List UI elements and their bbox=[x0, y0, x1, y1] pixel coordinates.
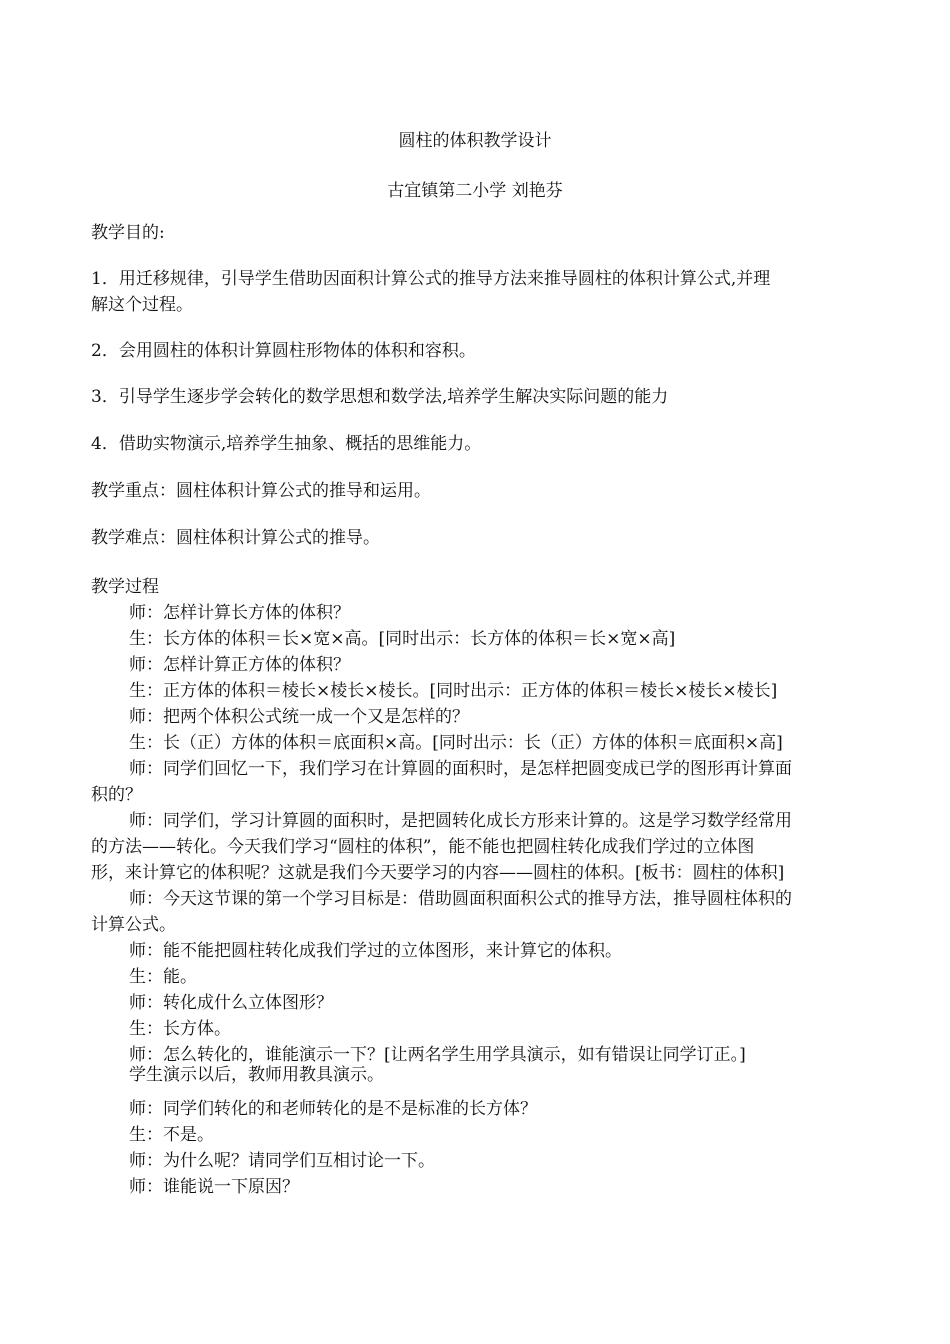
dialogue-line: 生：长方体。 bbox=[129, 1019, 231, 1039]
dialogue-line: 生：正方体的体积＝棱长×棱长×棱长。[同时出示：正方体的体积＝棱长×棱长×棱长] bbox=[129, 681, 778, 701]
dialogue-block-2 bbox=[91, 1096, 861, 1200]
doc-title: 圆柱的体积教学设计 bbox=[398, 131, 552, 151]
paragraph-line: 积的？ bbox=[91, 785, 142, 805]
dialogue-line: 生：长方体的体积＝长×宽×高。[同时出示：长方体的体积＝长×宽×高] bbox=[129, 629, 676, 649]
doc-author: 古宜镇第二小学 刘艳芬 bbox=[387, 181, 563, 201]
objective-1: 1．用迁移规律，引导学生借助因面积计算公式的推导方法来推导圆柱的体积计算公式,并理 解这个过程。 bbox=[91, 269, 771, 315]
dialogue-line: 生：能。 bbox=[129, 967, 197, 987]
dialogue-block-1 bbox=[91, 600, 861, 1068]
dialogue-line: 师：怎样计算长方体的体积？ bbox=[129, 603, 350, 623]
dialogue-line: 生：长（正）方体的体积＝底面积×高。[同时出示：长（正）方体的体积＝底面积×高] bbox=[129, 733, 783, 753]
difficult-point: 教学难点：圆柱体积计算公式的推导。 bbox=[91, 528, 380, 548]
paragraph-line: 形，来计算它的体积呢？这就是我们今天要学习的内容——圆柱的体积。[板书：圆柱的体积] bbox=[91, 863, 785, 883]
paragraph-line: 计算公式。 bbox=[91, 915, 176, 935]
dialogue-line: 师：怎样计算正方体的体积？ bbox=[129, 655, 350, 675]
process-heading: 教学过程 bbox=[91, 577, 159, 597]
dialogue-line: 师：转化成什么立体图形？ bbox=[129, 993, 333, 1013]
key-point: 教学重点：圆柱体积计算公式的推导和运用。 bbox=[91, 481, 431, 501]
objectives-heading: 教学目的: bbox=[91, 223, 165, 243]
demo-note: 学生演示以后，教师用教具演示。 bbox=[129, 1065, 384, 1085]
dialogue-line: 师：为什么呢？请同学们互相讨论一下。 bbox=[129, 1151, 435, 1171]
paragraph-line: 师：同学们回忆一下，我们学习在计算圆的面积时，是怎样把圆变成已学的图形再计算面 bbox=[129, 759, 792, 779]
paragraph-line: 的方法——转化。今天我们学习“圆柱的体积”，能不能也把圆柱转化成我们学过的立体图 bbox=[91, 837, 755, 857]
dialogue-line: 师：能不能把圆柱转化成我们学过的立体图形，来计算它的体积。 bbox=[129, 941, 622, 961]
objective-2: 2．会用圆柱的体积计算圆柱形物体的体积和容积。 bbox=[91, 341, 476, 361]
dialogue-line: 师：把两个体积公式统一成一个又是怎样的？ bbox=[129, 707, 469, 727]
objective-3: 3．引导学生逐步学会转化的数学思想和数学法,培养学生解决实际问题的能力 bbox=[91, 387, 669, 407]
dialogue-line: 师：同学们转化的和老师转化的是不是标准的长方体？ bbox=[129, 1099, 537, 1119]
paragraph-line: 师：同学们，学习计算圆的面积时，是把圆转化成长方形来计算的。这是学习数学经常用 bbox=[129, 811, 792, 831]
objective-4: 4．借助实物演示,培养学生抽象、概括的思维能力。 bbox=[91, 434, 482, 454]
dialogue-line: 生：不是。 bbox=[129, 1125, 214, 1145]
dialogue-line: 师：谁能说一下原因？ bbox=[129, 1177, 299, 1197]
paragraph-line: 师：今天这节课的第一个学习目标是：借助圆面积面积公式的推导方法，推导圆柱体积的 bbox=[129, 889, 792, 909]
dialogue-line: 师：怎么转化的，谁能演示一下？[让两名学生用学具演示，如有错误让同学订正。] bbox=[129, 1045, 746, 1065]
